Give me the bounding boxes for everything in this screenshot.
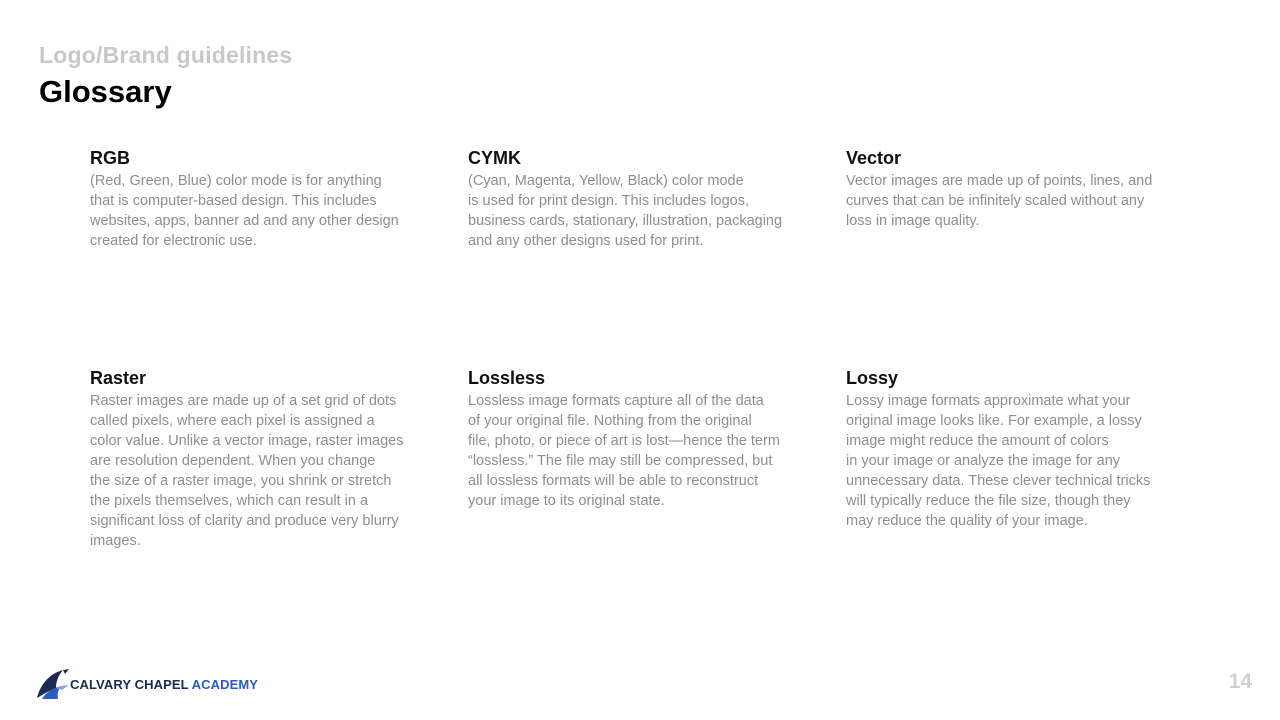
page-title: Glossary bbox=[39, 74, 172, 109]
term-definition: Lossless image formats capture all of the data of your original file. Nothing from the original file, photo, or piece of art is lost—hence the term “lossless.” The file may still be compressed, but all lossless formats will be able to reconstruct your image to its original state. bbox=[468, 393, 780, 509]
glossary-term-cymk bbox=[468, 147, 788, 251]
logo-wordmark bbox=[70, 677, 258, 692]
eagle-wing-icon bbox=[36, 668, 70, 700]
term-name: Vector bbox=[846, 148, 902, 168]
glossary-term-lossy bbox=[846, 367, 1166, 531]
term-name: Lossy bbox=[846, 368, 899, 388]
glossary-term-vector bbox=[846, 147, 1166, 231]
section-subtitle: Logo/Brand guidelines bbox=[39, 42, 293, 68]
glossary-term-rgb bbox=[90, 147, 410, 251]
glossary-term-lossless bbox=[468, 367, 788, 511]
term-name: RGB bbox=[90, 148, 130, 168]
page-number: 14 bbox=[1228, 670, 1252, 693]
logo-text-accent: ACADEMY bbox=[191, 676, 259, 692]
term-definition: Vector images are made up of points, lines, and curves that can be infinitely scaled without any loss in image quality. bbox=[846, 173, 1153, 229]
term-name: CYMK bbox=[468, 148, 521, 168]
term-definition: (Red, Green, Blue) color mode is for anything that is computer-based design. This includes websites, apps, banner ad and any other design created for electronic use. bbox=[90, 173, 399, 249]
term-name: Raster bbox=[90, 368, 147, 388]
term-definition: Lossy image formats approximate what your original image looks like. For example, a lossy image might reduce the amount of colors in your image or analyze the image for any unnecessary data. These clever technical tricks will typically reduce the file size, though they may reduce the quality of your image. bbox=[846, 393, 1151, 529]
glossary-term-raster bbox=[90, 367, 410, 551]
term-definition: Raster images are made up of a set grid of dots called pixels, where each pixel is assigned a color value. Unlike a vector image, raster images are resolution dependent. When you change the size of a raster image, you shrink or stretch the pixels themselves, which can result in a significant loss of clarity and produce very blurry images. bbox=[90, 393, 404, 549]
logo-text-primary: CALVARY CHAPEL bbox=[70, 676, 192, 692]
term-name: Lossless bbox=[468, 368, 546, 388]
academy-logo bbox=[36, 668, 258, 700]
term-definition: (Cyan, Magenta, Yellow, Black) color mode is used for print design. This includes logos, business cards, stationary, illustration, packaging and any other designs used for print. bbox=[468, 173, 783, 249]
